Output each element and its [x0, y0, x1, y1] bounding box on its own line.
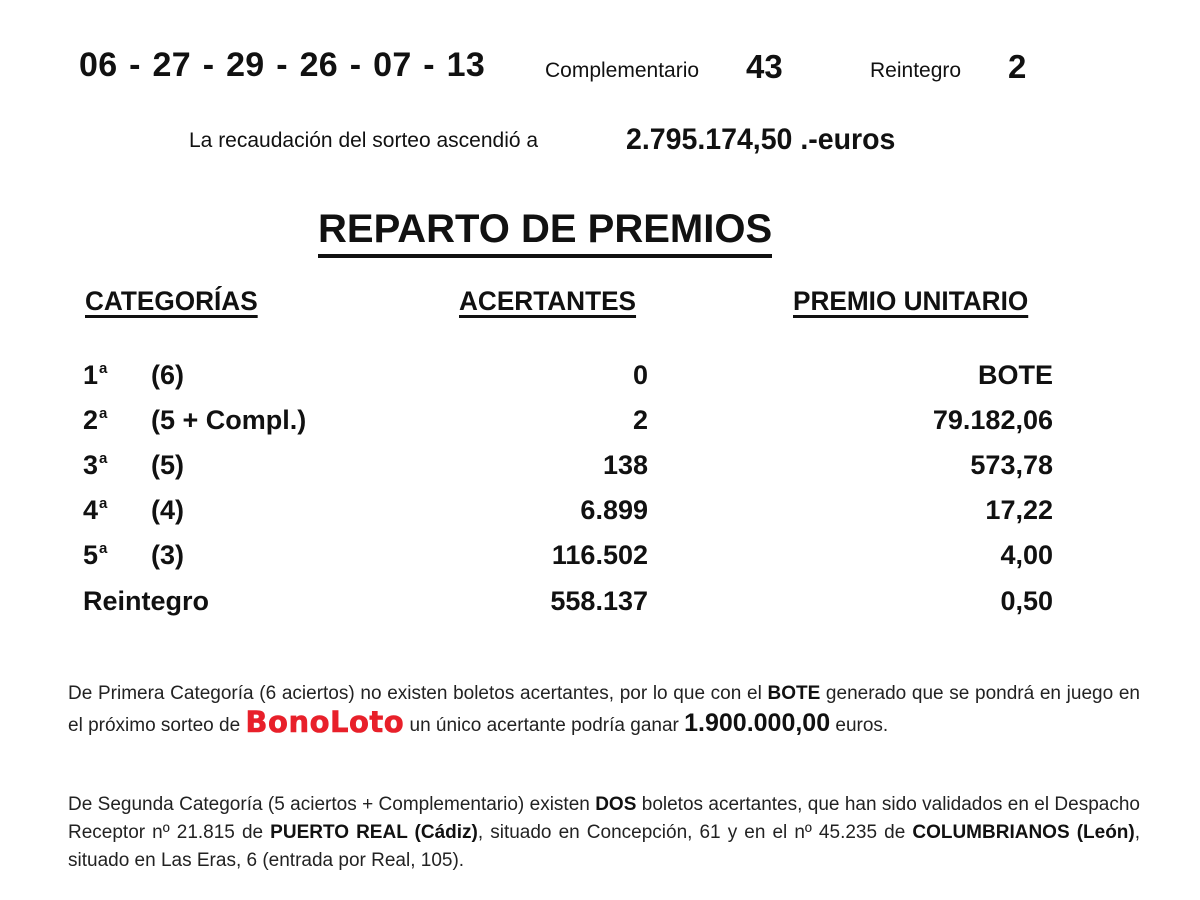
unit-prize: 573,78 — [970, 450, 1053, 480]
second-category-paragraph — [68, 791, 1140, 875]
table-row — [0, 405, 1200, 451]
winners-count-emphasis: DOS — [595, 794, 637, 815]
category-ordinal: 1$^a$ — [83, 360, 108, 390]
collection-amount: 2.795.174,50 .-euros — [626, 123, 896, 156]
winners-count: 558.137 — [550, 586, 648, 616]
location-puerto-real: PUERTO REAL (Cádiz) — [270, 822, 478, 843]
winners-count: 138 — [602, 450, 648, 480]
complementario-label: Complementario — [545, 59, 700, 82]
header-categories: CATEGORÍAS — [85, 286, 258, 316]
paragraph-text: De Segunda Categoría (5 aciertos + Complementario) existen — [68, 794, 596, 815]
category-ordinal: 3$^a$ — [83, 450, 108, 480]
collection-label: La recaudación del sorteo ascendió a — [189, 129, 539, 152]
winning-numbers: 06 - 27 - 29 - 26 - 07 - 13 — [79, 46, 486, 84]
paragraph-text: generado que se pondrá en juego en el próximo sorteo de — [68, 683, 1140, 736]
category-ordinal: 4$^a$ — [83, 495, 108, 525]
header-winners: ACERTANTES — [459, 286, 637, 316]
page-title: REPARTO DE PREMIOS — [318, 206, 772, 258]
winners-count: 6.899 — [580, 495, 648, 525]
category-description: (5 + Compl.) — [151, 405, 307, 435]
location-columbrianos: COLUMBRIANOS (León) — [912, 822, 1135, 843]
table-row — [0, 360, 1200, 406]
clipped-previous-line — [0, 0, 1200, 2]
winners-count: 116.502 — [551, 540, 648, 570]
header-prize: PREMIO UNITARIO — [793, 286, 1029, 316]
unit-prize: 17,22 — [985, 495, 1053, 525]
category-ordinal: 5$^a$ — [83, 540, 108, 570]
paragraph-text: , situado en Concepción, 61 y en el nº 45.235 de — [477, 822, 913, 843]
bonoloto-logo: BonoLoto — [245, 705, 405, 739]
unit-prize: BOTE — [977, 360, 1053, 390]
category-description: (6) — [151, 360, 184, 390]
unit-prize: 4,00 — [1000, 540, 1053, 570]
category-description: (5) — [151, 450, 184, 480]
winners-count: 2 — [632, 405, 648, 435]
jackpot-amount: 1.900.000,00 — [684, 709, 831, 737]
unit-prize: 0,50 — [1000, 586, 1053, 616]
table-row — [0, 586, 1200, 632]
jackpot-paragraph — [68, 680, 1140, 740]
category-ordinal: Reintegro — [83, 586, 210, 616]
paragraph-text: De Primera Categoría (6 aciertos) no existen boletos acertantes, por lo que con el — [68, 683, 768, 704]
category-description: (4) — [151, 495, 184, 525]
paragraph-text: , situado en Las Eras, 6 (entrada por Real, 105). — [68, 822, 1141, 871]
reintegro-label: Reintegro — [870, 59, 962, 82]
table-row — [0, 495, 1200, 541]
paragraph-text: boletos acertantes, que han sido validados en el Despacho Receptor nº 21.815 de — [68, 794, 1140, 843]
table-row — [0, 450, 1200, 496]
category-ordinal: 2$^a$ — [83, 405, 108, 435]
winners-count: 0 — [632, 360, 648, 390]
unit-prize: 79.182,06 — [932, 405, 1053, 435]
table-row — [0, 540, 1200, 586]
paragraph-text: euros. — [830, 715, 889, 736]
category-description: (3) — [151, 540, 184, 570]
reintegro-value: 2 — [1008, 48, 1027, 85]
paragraph-text: un único acertante podría ganar — [404, 715, 685, 736]
complementario-value: 43 — [746, 48, 783, 85]
bote-emphasis: BOTE — [767, 683, 821, 704]
